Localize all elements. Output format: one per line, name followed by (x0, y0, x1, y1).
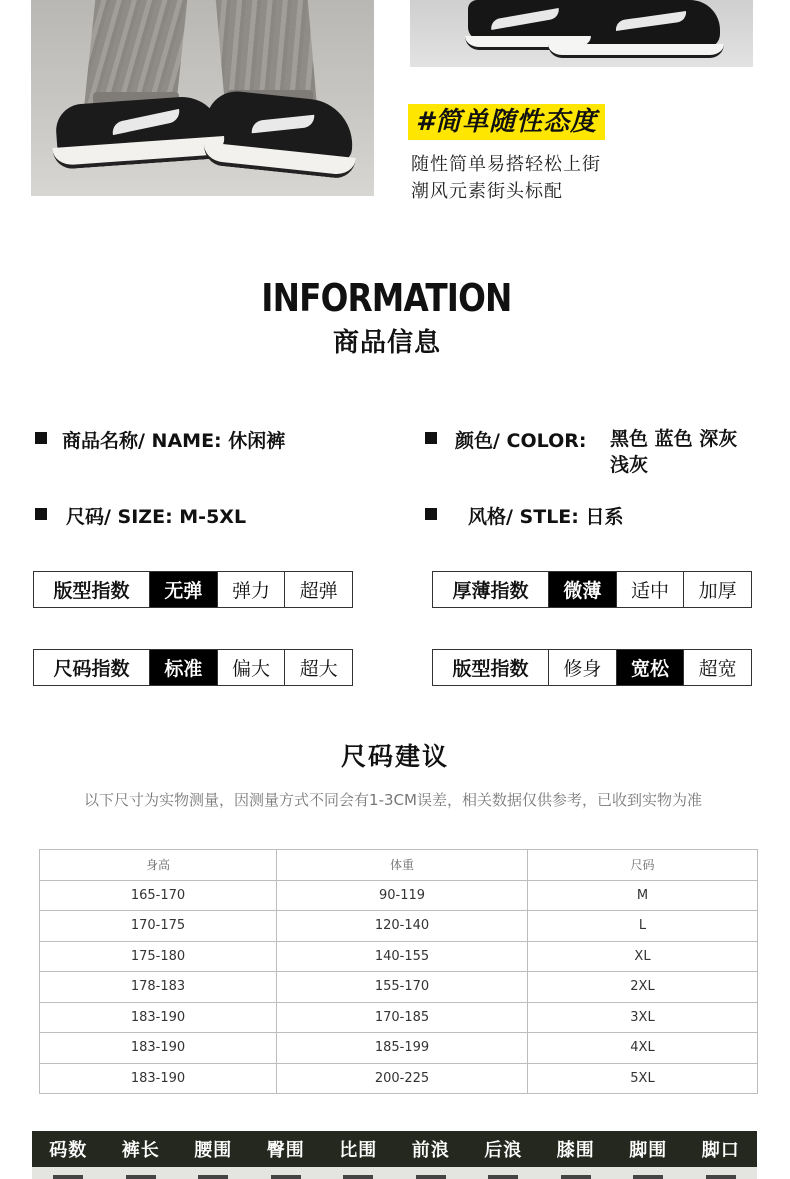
table-row (40, 941, 758, 972)
index-option: 宽松 (617, 650, 685, 685)
size-advice-note: 以下尺寸为实物测量，因测量方式不同会有1-3CM误差，相关数据仅供参考，已收到实物为准 (84, 791, 702, 809)
index-option: 超宽 (698, 658, 737, 680)
table-cell: 170-185 (277, 1002, 528, 1033)
feature-line-2: 潮风元素街头标配 (411, 181, 563, 202)
table-row (40, 1002, 758, 1033)
index-box-fit (432, 649, 752, 686)
index-label: 尺码指数 (34, 650, 150, 685)
index-option: 无弹 (150, 572, 218, 607)
table-cell: 3XL (528, 1002, 758, 1033)
measurement-header: 比围 (339, 1140, 378, 1161)
table-cell: 155-170 (277, 972, 528, 1003)
measurement-table-header (32, 1131, 757, 1167)
table-cell: 183-190 (40, 1002, 277, 1033)
measurement-header: 后浪 (484, 1140, 523, 1161)
feature-line-1: 随性简单易搭轻松上街 (411, 154, 601, 175)
index-option: 偏大 (218, 650, 286, 685)
spec-style: 风格/ STLE: 日系 (468, 506, 624, 528)
index-label: 版型指数 (34, 572, 150, 607)
measurement-header: 前浪 (411, 1140, 450, 1161)
feature-title: #简单随性态度 (408, 104, 605, 140)
index-option: 适中 (617, 572, 685, 607)
table-row (40, 880, 758, 911)
table-header-row (40, 850, 758, 881)
information-title-cn: 商品信息 (332, 328, 441, 358)
table-cell: 175-180 (40, 941, 277, 972)
measurement-header: 腰围 (194, 1140, 233, 1161)
index-option: 弹力 (218, 572, 286, 607)
table-cell: 120-140 (277, 911, 528, 942)
spec-color-values: 黑色 蓝色 深灰 浅灰 (610, 428, 738, 476)
information-title-en: INFORMATION (261, 276, 512, 320)
table-cell: XL (528, 941, 758, 972)
bullet-square-icon (35, 508, 47, 520)
table-cell: 170-175 (40, 911, 277, 942)
table-header: 身高 (40, 850, 277, 881)
table-cell: 5XL (528, 1063, 758, 1094)
index-box-size (33, 649, 353, 686)
size-advice-table (39, 849, 758, 1094)
index-label: 厚薄指数 (433, 572, 549, 607)
index-option: 修身 (549, 650, 617, 685)
bullet-square-icon (35, 432, 47, 444)
model-legs-photo (31, 0, 374, 196)
sneaker-closeup-photo (410, 0, 753, 67)
table-header: 尺码 (528, 850, 758, 881)
table-cell: 90-119 (277, 880, 528, 911)
index-label: 版型指数 (433, 650, 549, 685)
table-header: 体重 (277, 850, 528, 881)
measurement-header: 臀围 (266, 1140, 305, 1161)
index-box-thickness (432, 571, 752, 608)
table-cell: L (528, 911, 758, 942)
size-advice-title: 尺码建议 (340, 742, 449, 771)
measurement-header: 码数 (49, 1140, 88, 1161)
index-option: 标准 (150, 650, 218, 685)
index-option: 微薄 (549, 572, 617, 607)
index-option: 超弹 (299, 580, 338, 602)
table-cell: 183-190 (40, 1033, 277, 1064)
spec-name: 商品名称/ NAME: 休闲裤 (62, 430, 286, 452)
measurement-header: 膝围 (556, 1140, 595, 1161)
table-cell: 200-225 (277, 1063, 528, 1094)
table-cell: 4XL (528, 1033, 758, 1064)
measurement-header: 脚围 (629, 1140, 668, 1161)
table-cell: 178-183 (40, 972, 277, 1003)
table-cell: 185-199 (277, 1033, 528, 1064)
index-box-stretch (33, 571, 353, 608)
table-row (40, 972, 758, 1003)
table-row (40, 1033, 758, 1064)
index-option: 加厚 (698, 580, 737, 602)
table-row (40, 911, 758, 942)
spec-size: 尺码/ SIZE: M-5XL (66, 506, 247, 528)
table-cell: 165-170 (40, 880, 277, 911)
table-row (40, 1063, 758, 1094)
table-cell: M (528, 880, 758, 911)
measurement-header: 脚口 (701, 1140, 740, 1161)
measurement-table-row-cutoff (32, 1167, 757, 1179)
spec-color-label: 颜色/ COLOR: (455, 430, 587, 452)
table-cell: 140-155 (277, 941, 528, 972)
table-cell: 183-190 (40, 1063, 277, 1094)
bullet-square-icon (425, 432, 437, 444)
table-cell: 2XL (528, 972, 758, 1003)
index-option: 超大 (299, 658, 338, 680)
measurement-header: 裤长 (121, 1140, 160, 1161)
bullet-square-icon (425, 508, 437, 520)
